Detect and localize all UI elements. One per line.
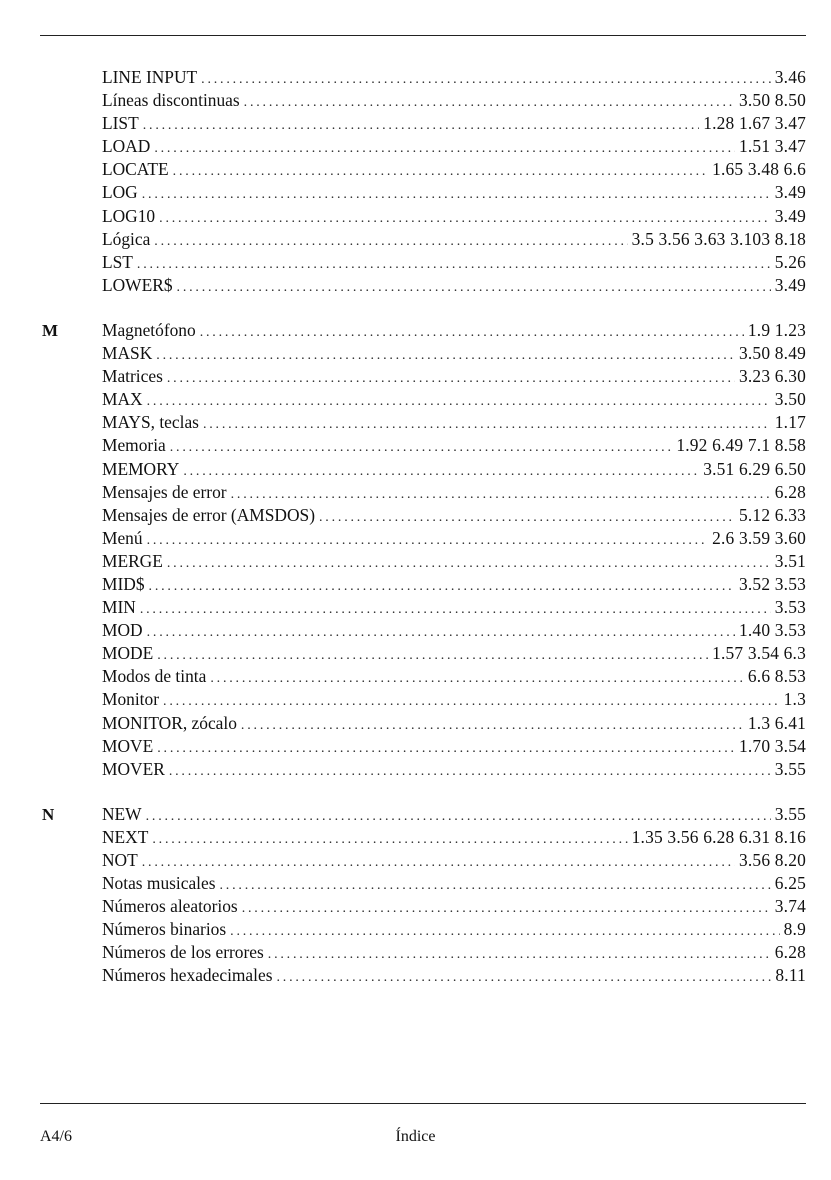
dot-leader bbox=[210, 667, 744, 690]
index-pages: 3.74 bbox=[774, 896, 806, 917]
index-entry bbox=[102, 918, 806, 941]
dot-leader bbox=[147, 390, 771, 413]
index-pages: 3.49 bbox=[774, 182, 806, 203]
index-entry bbox=[102, 527, 806, 550]
index-entry bbox=[102, 228, 806, 251]
dot-leader bbox=[319, 506, 735, 529]
index-term: LOAD bbox=[102, 136, 151, 157]
index-entry bbox=[102, 411, 806, 434]
index-pages: 1.51 3.47 bbox=[738, 136, 806, 157]
index-term: Mensajes de error (AMSDOS) bbox=[102, 504, 315, 525]
dot-leader bbox=[147, 529, 709, 552]
dot-leader bbox=[154, 230, 627, 253]
dot-leader bbox=[163, 690, 780, 713]
index-term: Modos de tinta bbox=[102, 666, 207, 687]
index-entry bbox=[102, 342, 806, 365]
index-pages: 3.50 bbox=[774, 389, 806, 410]
index-term: MEMORY bbox=[102, 458, 180, 479]
index-term: Matrices bbox=[102, 366, 163, 387]
index-term: MOVE bbox=[102, 735, 154, 756]
dot-leader bbox=[143, 114, 699, 137]
index-entry bbox=[102, 964, 806, 987]
dot-leader bbox=[173, 160, 708, 183]
index-pages: 1.28 1.67 3.47 bbox=[703, 113, 806, 134]
index-pages: 3.52 3.53 bbox=[738, 573, 806, 594]
index-entry bbox=[102, 941, 806, 964]
index-term: NEW bbox=[102, 803, 142, 824]
index-term: Números de los errores bbox=[102, 942, 264, 963]
index-term: NOT bbox=[102, 850, 138, 870]
index-entry bbox=[102, 434, 806, 457]
index-pages: 3.56 8.20 bbox=[738, 850, 806, 870]
index-pages: 3.50 8.50 bbox=[738, 90, 806, 111]
index-pages: 1.3 6.41 bbox=[747, 712, 806, 733]
dot-leader bbox=[157, 644, 708, 667]
index-term: Líneas discontinuas bbox=[102, 90, 240, 111]
index-entry bbox=[102, 712, 806, 735]
index-pages: 3.55 bbox=[774, 758, 806, 779]
index-term: MOD bbox=[102, 620, 143, 641]
index-pages: 6.25 bbox=[774, 873, 806, 894]
index-entry bbox=[102, 274, 806, 297]
index-pages: 3.23 6.30 bbox=[738, 366, 806, 387]
index-entry bbox=[102, 619, 806, 642]
index-pages: 3.53 bbox=[774, 597, 806, 618]
index-pages: 1.70 3.54 bbox=[738, 735, 806, 756]
index-term: LINE INPUT bbox=[102, 67, 198, 87]
index-list bbox=[0, 66, 831, 988]
index-term: Memoria bbox=[102, 435, 166, 456]
index-entry bbox=[102, 388, 806, 411]
dot-leader bbox=[167, 552, 771, 575]
index-entry bbox=[102, 573, 806, 596]
index-term: MONITOR, zócalo bbox=[102, 712, 237, 733]
dot-leader bbox=[203, 413, 771, 436]
section-entries bbox=[0, 66, 831, 297]
dot-leader bbox=[156, 344, 735, 367]
index-pages: 6.28 bbox=[774, 481, 806, 502]
index-term: MERGE bbox=[102, 550, 163, 571]
index-pages: 1.65 3.48 6.6 bbox=[712, 159, 806, 180]
dot-leader bbox=[169, 760, 771, 783]
index-term: LOG10 bbox=[102, 205, 156, 226]
dot-leader bbox=[276, 966, 771, 989]
index-entry bbox=[102, 758, 806, 781]
index-entry bbox=[102, 319, 806, 342]
dot-leader bbox=[230, 920, 780, 943]
index-pages: 3.46 bbox=[774, 67, 806, 87]
index-entry bbox=[102, 89, 806, 112]
index-pages: 3.50 8.49 bbox=[738, 343, 806, 364]
index-term: Notas musicales bbox=[102, 873, 216, 894]
dot-leader bbox=[149, 575, 735, 598]
index-pages: 8.9 bbox=[783, 919, 806, 940]
index-pages: 2.6 3.59 3.60 bbox=[712, 527, 806, 548]
index-term: LST bbox=[102, 251, 133, 272]
section-entries bbox=[0, 803, 831, 988]
index-pages: 3.51 bbox=[774, 550, 806, 571]
index-term: NEXT bbox=[102, 826, 149, 847]
index-term: Menú bbox=[102, 527, 143, 548]
index-pages: 1.57 3.54 6.3 bbox=[712, 643, 806, 664]
dot-leader bbox=[268, 943, 771, 966]
index-pages: 3.49 bbox=[774, 274, 806, 295]
dot-leader bbox=[167, 367, 735, 390]
index-section-m bbox=[0, 319, 831, 781]
index-term: MID$ bbox=[102, 573, 145, 594]
index-term: Números aleatorios bbox=[102, 896, 238, 917]
index-term: LOG bbox=[102, 182, 138, 203]
dot-leader bbox=[201, 68, 771, 91]
index-entry bbox=[102, 642, 806, 665]
index-pages: 5.26 bbox=[774, 251, 806, 272]
index-entry bbox=[102, 481, 806, 504]
dot-leader bbox=[146, 805, 771, 828]
index-pages: 1.17 bbox=[774, 412, 806, 433]
index-pages: 3.51 6.29 6.50 bbox=[703, 458, 806, 479]
dot-leader bbox=[220, 874, 771, 897]
index-pages: 1.3 bbox=[783, 689, 806, 710]
index-pages: 1.92 6.49 7.1 8.58 bbox=[676, 435, 806, 456]
index-term: MODE bbox=[102, 643, 154, 664]
index-term: LIST bbox=[102, 113, 139, 134]
index-pages: 6.28 bbox=[774, 942, 806, 963]
dot-leader bbox=[147, 621, 735, 644]
index-section-l bbox=[0, 66, 831, 297]
bottom-rule bbox=[40, 1103, 806, 1104]
index-term: Lógica bbox=[102, 228, 151, 249]
footer-page-number: A4/6 bbox=[40, 1128, 72, 1145]
dot-leader bbox=[140, 598, 771, 621]
dot-leader bbox=[137, 253, 771, 276]
index-pages: 8.11 bbox=[775, 965, 806, 986]
index-entry bbox=[102, 596, 806, 619]
index-term: MASK bbox=[102, 343, 153, 364]
dot-leader bbox=[152, 828, 627, 851]
index-pages: 5.12 6.33 bbox=[738, 504, 806, 525]
dot-leader bbox=[159, 207, 771, 230]
index-pages: 1.9 1.23 bbox=[747, 319, 806, 340]
index-term: MAYS, teclas bbox=[102, 412, 199, 433]
index-entry bbox=[102, 135, 806, 158]
index-entry bbox=[102, 205, 806, 228]
top-rule bbox=[40, 35, 806, 36]
index-entry bbox=[102, 158, 806, 181]
index-entry bbox=[102, 849, 806, 872]
index-term: MOVER bbox=[102, 758, 165, 779]
index-entry bbox=[102, 458, 806, 481]
section-entries bbox=[0, 319, 831, 781]
index-entry bbox=[102, 688, 806, 711]
index-pages: 6.6 8.53 bbox=[747, 666, 806, 687]
index-entry bbox=[102, 895, 806, 918]
dot-leader bbox=[177, 276, 771, 299]
dot-leader bbox=[154, 137, 735, 160]
index-term: MAX bbox=[102, 389, 143, 410]
dot-leader bbox=[170, 436, 673, 459]
index-entry bbox=[102, 181, 806, 204]
dot-leader bbox=[200, 321, 744, 344]
index-entry bbox=[102, 251, 806, 274]
index-pages: 3.55 bbox=[774, 803, 806, 824]
footer-title: Índice bbox=[395, 1128, 436, 1145]
index-pages: 3.49 bbox=[774, 205, 806, 226]
index-term: Mensajes de error bbox=[102, 481, 227, 502]
section-letter: N bbox=[42, 804, 55, 824]
index-entry bbox=[102, 504, 806, 527]
index-entry bbox=[102, 826, 806, 849]
dot-leader bbox=[231, 483, 771, 506]
dot-leader bbox=[142, 183, 771, 206]
dot-leader bbox=[157, 737, 735, 760]
index-entry bbox=[102, 665, 806, 688]
index-entry bbox=[102, 550, 806, 573]
dot-leader bbox=[183, 460, 699, 483]
index-pages: 1.35 3.56 6.28 6.31 8.16 bbox=[631, 826, 806, 847]
index-pages: 1.40 3.53 bbox=[738, 620, 806, 641]
dot-leader bbox=[142, 851, 735, 874]
index-term: Magnetófono bbox=[102, 319, 196, 340]
index-entry bbox=[102, 365, 806, 388]
index-entry bbox=[102, 735, 806, 758]
index-term: Números binarios bbox=[102, 919, 227, 940]
index-entry bbox=[102, 112, 806, 135]
section-letter: M bbox=[42, 320, 59, 340]
index-term: Números hexadecimales bbox=[102, 965, 273, 986]
index-term: Monitor bbox=[102, 689, 160, 710]
dot-leader bbox=[244, 91, 735, 114]
dot-leader bbox=[241, 714, 744, 737]
index-pages: 3.5 3.56 3.63 3.103 8.18 bbox=[631, 228, 806, 249]
index-term: LOWER$ bbox=[102, 274, 173, 295]
index-entry bbox=[102, 66, 806, 89]
index-entry bbox=[102, 872, 806, 895]
index-entry bbox=[102, 803, 806, 826]
dot-leader bbox=[242, 897, 771, 920]
index-term: MIN bbox=[102, 597, 136, 618]
index-section-n bbox=[0, 803, 831, 988]
index-term: LOCATE bbox=[102, 159, 169, 180]
